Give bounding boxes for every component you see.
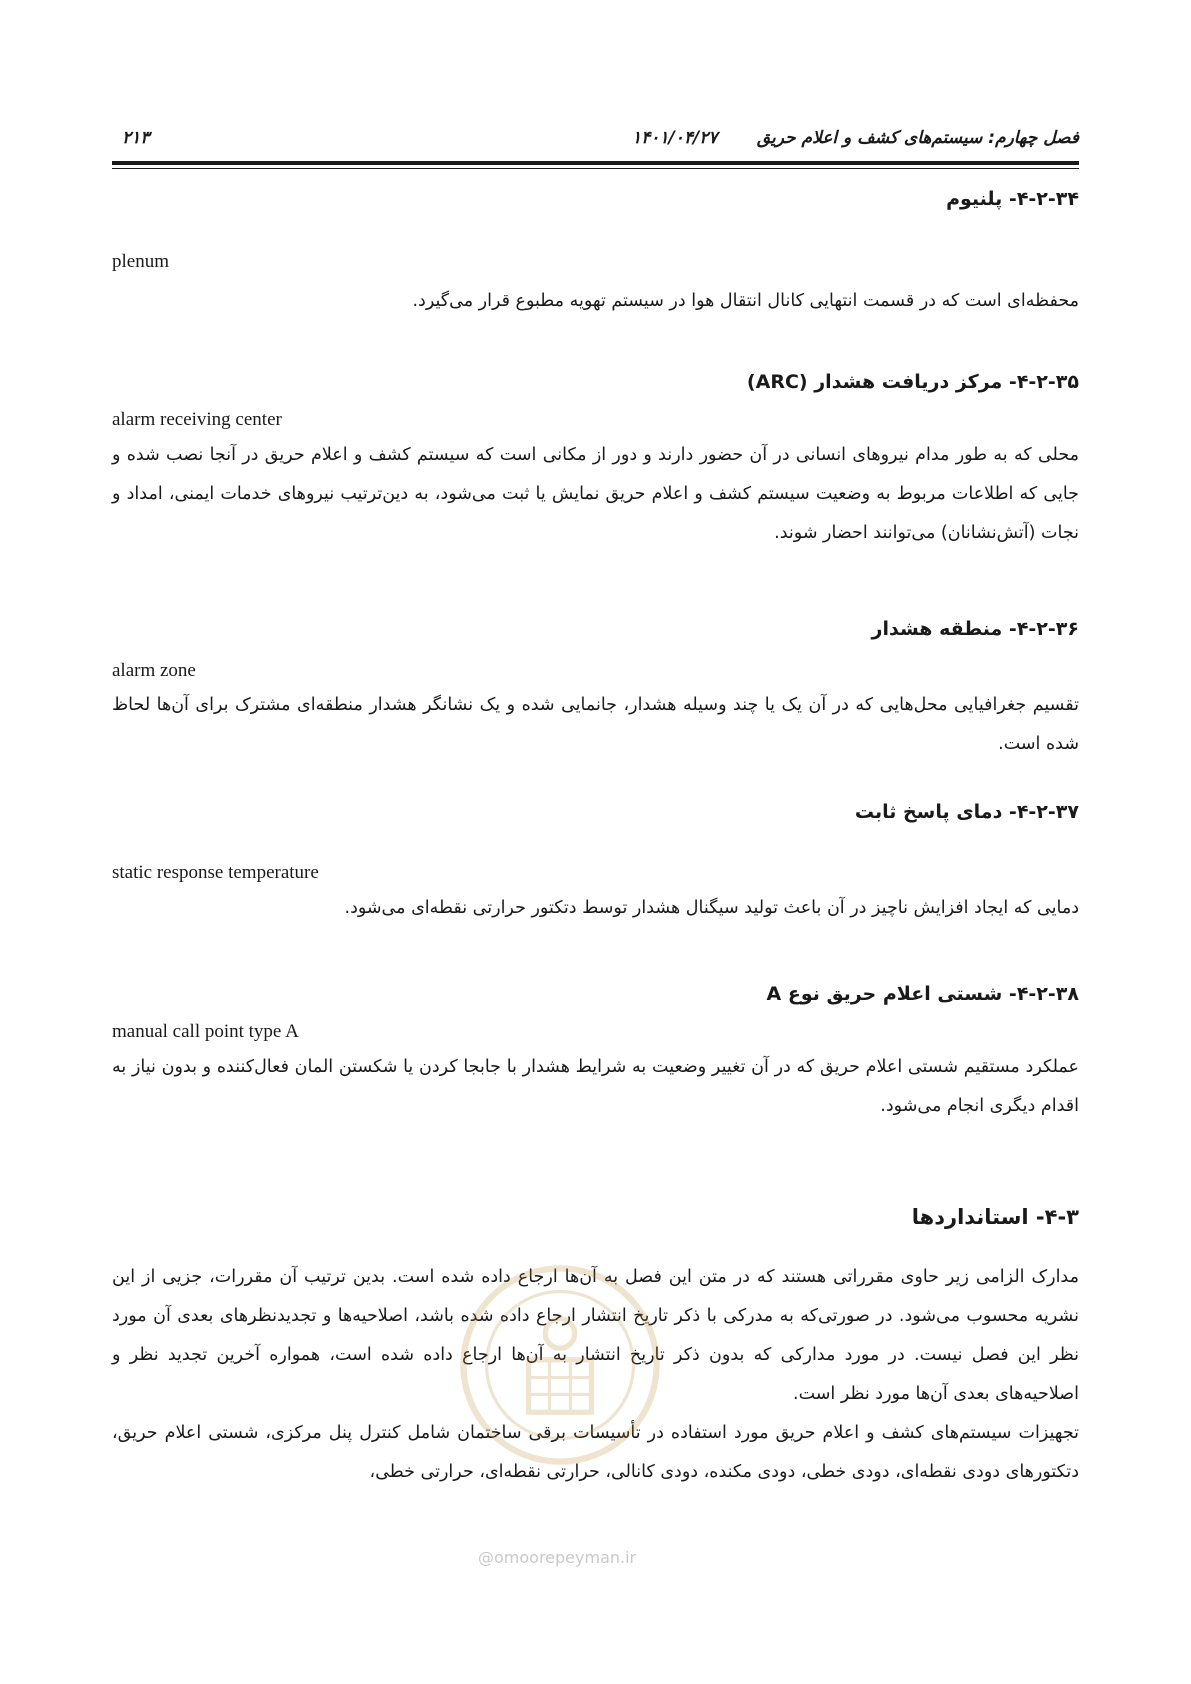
section-title: ۴-۲-۳۴- پلنیوم [946, 188, 1079, 210]
english-term: static response temperature [112, 862, 319, 883]
page-header [112, 118, 1079, 158]
header-rule-thin [112, 168, 1079, 169]
section-title: ۴-۲-۳۵- مرکز دریافت هشدار (ARC) [746, 371, 1079, 393]
english-term: manual call point type A [112, 1021, 299, 1042]
english-term: plenum [112, 251, 169, 272]
header-rule-thick [112, 161, 1079, 165]
definition-text: عملکرد مستقیم شستی اعلام حریق که در آن تغییر وضعیت به شرایط هشدار با جابجا کردن یا شکستن المان فعال‌کننده و بدون نیاز به اقدام دیگری انجام می‌شود. [112, 1057, 1079, 1116]
page-number: ۲۱۳ [122, 128, 150, 148]
standards-paragraph: تجهیزات سیستم‌های کشف و اعلام حریق مورد استفاده در تأسیسات برقی ساختمان شامل کنترل پنل مرکزی، شستی اعلام حریق، دتکتورهای دودی نقطه‌ای، دودی خطی، دودی مکنده، دودی کانالی، حرارتی نقطه‌ای، حرارتی خطی، [112, 1423, 1079, 1482]
header-date: ۱۴۰۱/۰۴/۲۷ [632, 128, 718, 148]
definition-text: تقسیم جغرافیایی محل‌هایی که در آن یک یا چند وسیله هشدار، جانمایی شده و یک نشانگر هشدار منطقه‌ای مشترک برای آن‌ها لحاظ شده است. [112, 695, 1079, 754]
definition-text: دمایی که ایجاد افزایش ناچیز در آن باعث تولید سیگنال هشدار توسط دتکتور حرارتی نقطه‌ای می‌شود. [344, 898, 1079, 918]
watermark-text: @omoorepeyman.ir [478, 1548, 637, 1567]
chapter-title: فصل چهارم: سیستم‌های کشف و اعلام حریق [756, 128, 1079, 148]
definition-text: محفظه‌ای است که در قسمت انتهایی کانال انتقال هوا در سیستم تهویه مطبوع قرار می‌گیرد. [412, 291, 1079, 311]
definition-text: محلی که به طور مدام نیروهای انسانی در آن حضور دارند و دور از مکانی است که سیستم کشف و اعلام حریق در آنجا نصب شده و جایی که اطلاعات مربوط به وضعیت سیستم کشف و اعلام حریق نمایش یا ثبت می‌شود، به دین‌ترتیب نیروهای خدمات ایمنی، امداد و نجات (آتش‌نشانان) می‌توانند احضار شوند. [112, 445, 1079, 543]
section-title: ۴-۲-۳۷- دمای پاسخ ثابت [854, 801, 1079, 823]
standards-paragraph: مدارک الزامی زیر حاوی مقرراتی هستند که در متن این فصل به آن‌ها ارجاع داده شده است. بدین ترتیب آن مقررات، جزیی از این نشریه محسوب می‌شود. در صورتی‌که به مدرکی با ذکر تاریخ انتشار ارجاع داده شده باشد، اصلاحیه‌ها و تجدیدنظرهای بعدی آن مورد نظر این فصل نیست. در مورد مدارکی که بدون ذکر تاریخ انتشار به آن‌ها ارجاع داده شده است، همواره آخرین تجدید نظر و اصلاحیه‌های بعدی آن‌ها مورد نظر است. [112, 1267, 1079, 1404]
section-title: ۴-۳- استانداردها [911, 1205, 1079, 1229]
section-title: ۴-۲-۳۶- منطقه هشدار [871, 618, 1079, 640]
section-title: ۴-۲-۳۸- شستی اعلام حریق نوع A [766, 983, 1079, 1005]
english-term: alarm receiving center [112, 409, 282, 430]
english-term: alarm zone [112, 660, 196, 681]
